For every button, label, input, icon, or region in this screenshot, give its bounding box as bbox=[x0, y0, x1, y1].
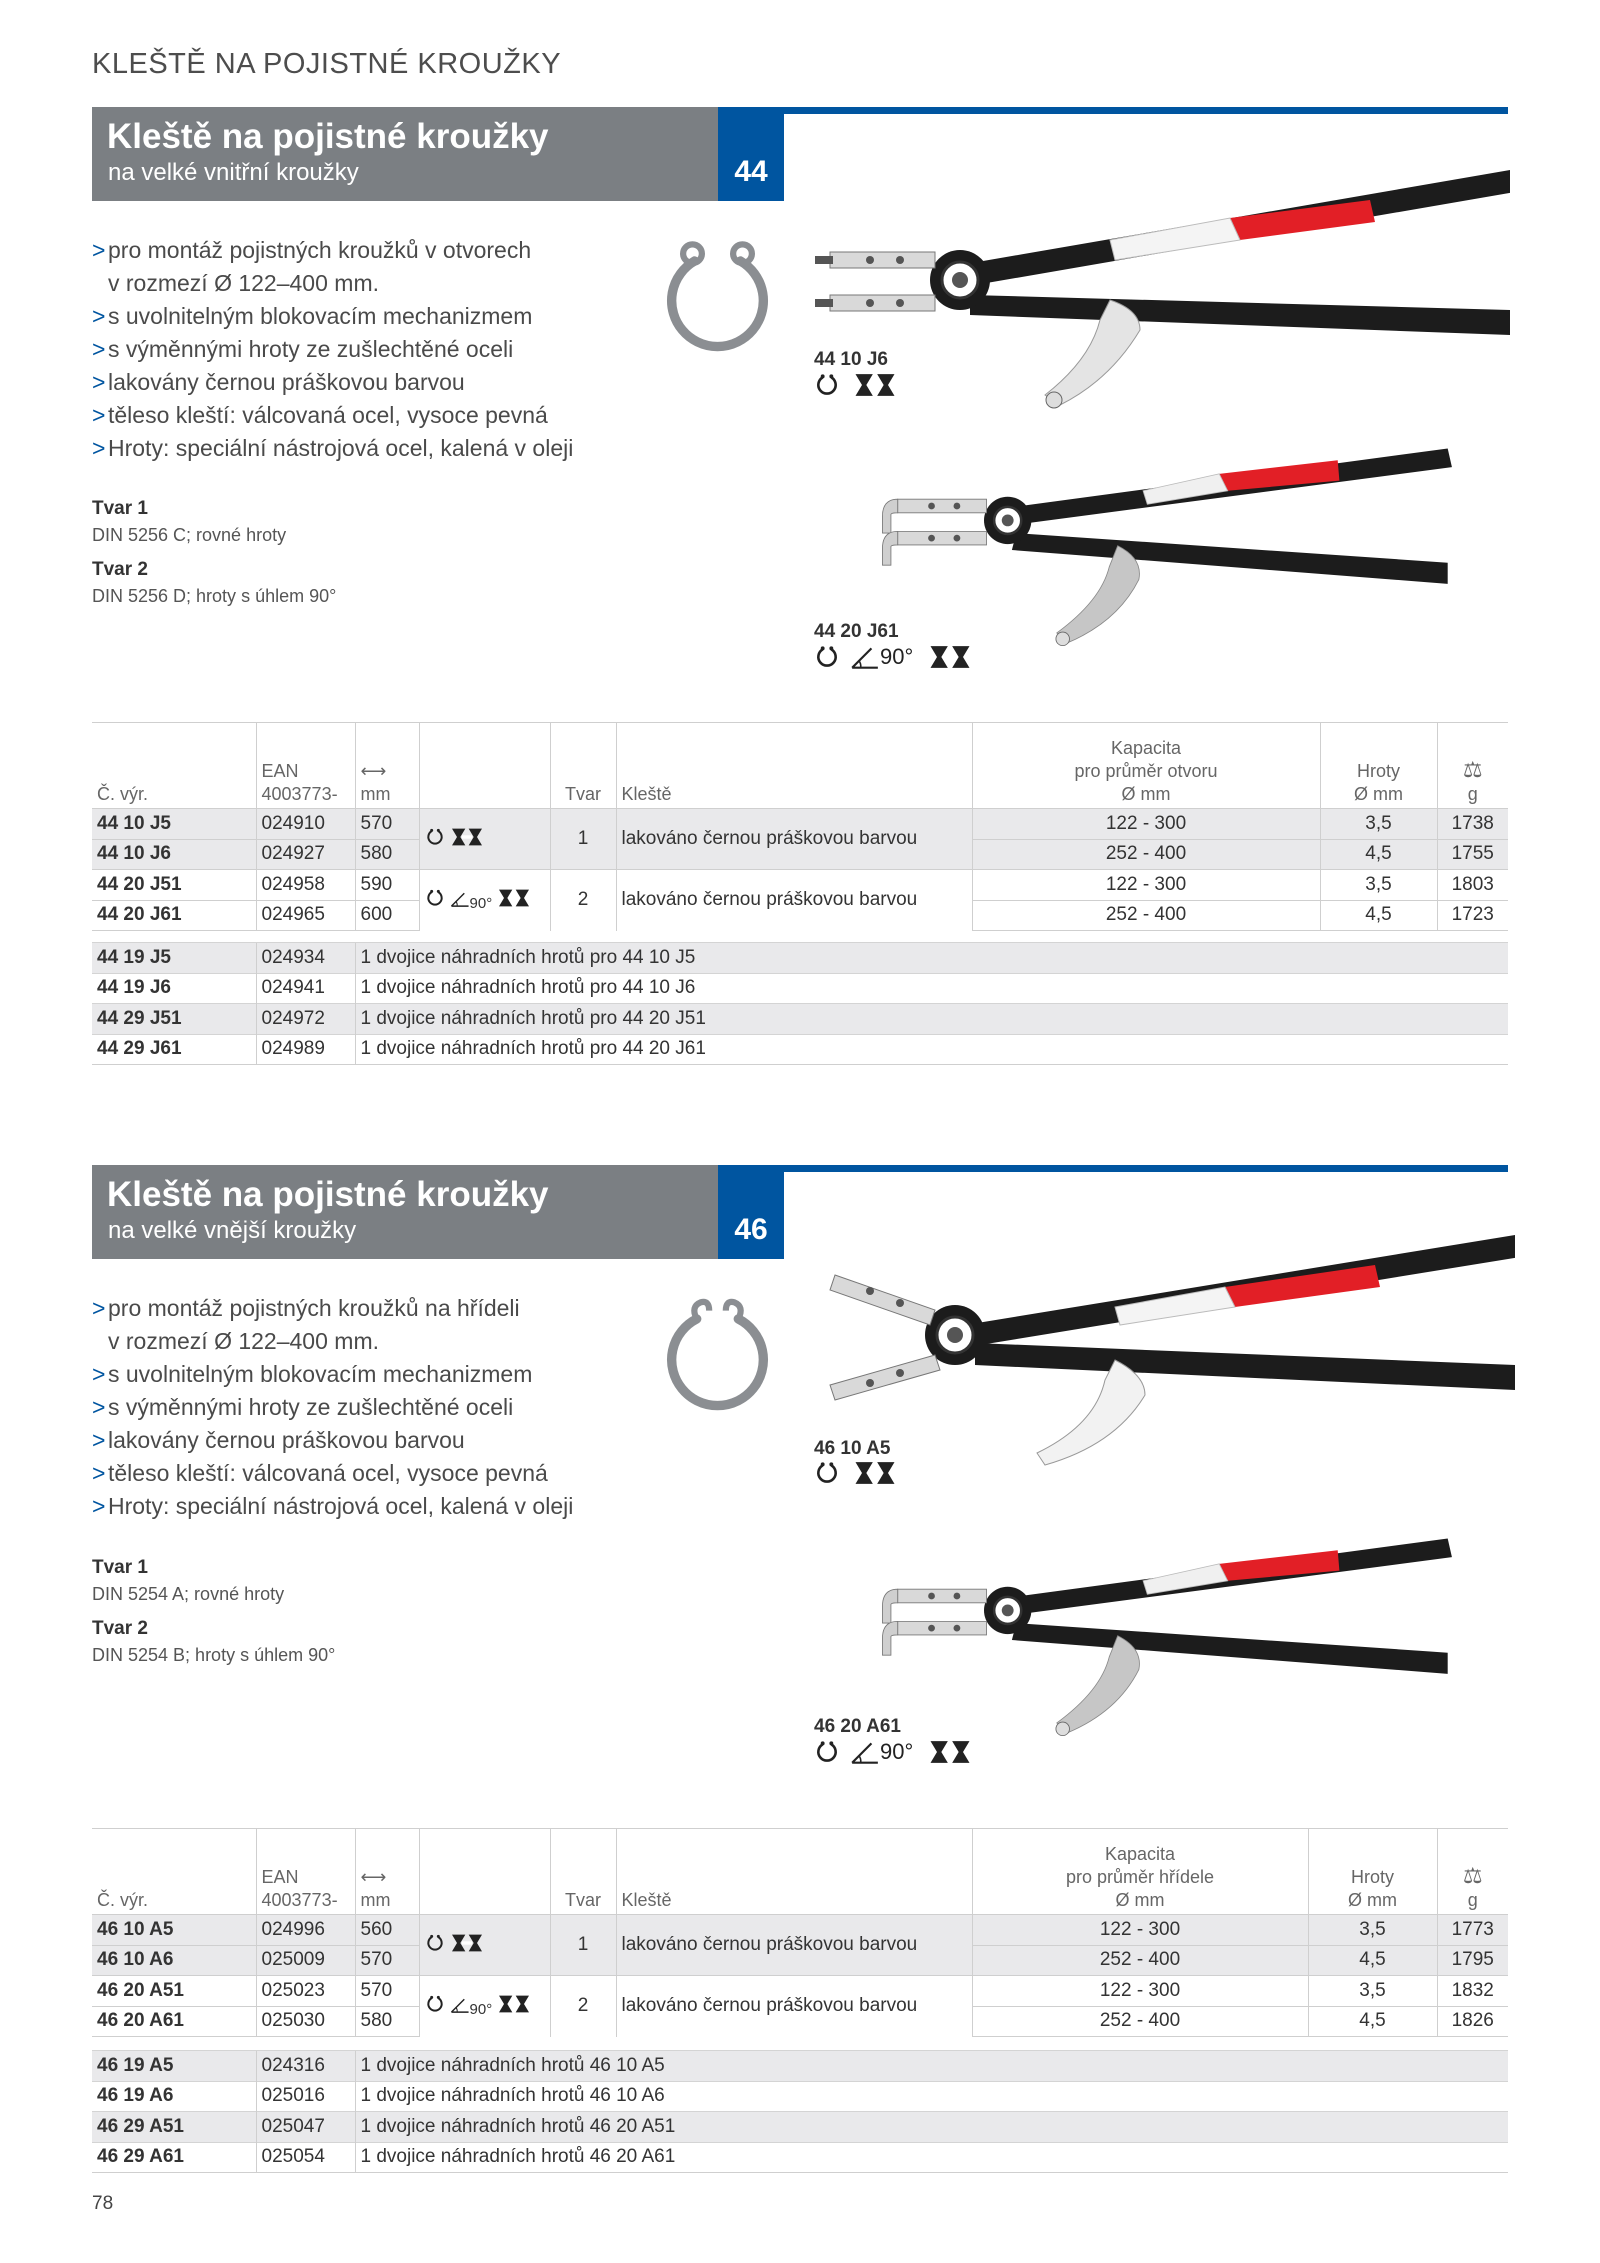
circlip-icon bbox=[425, 888, 445, 908]
feature-item: > s uvolnitelným blokovacím mechanizmem bbox=[92, 300, 652, 333]
scale-icon: ⚖ bbox=[1462, 1863, 1483, 1888]
length: 600 bbox=[355, 900, 419, 931]
tips: 4,5 bbox=[1308, 1945, 1437, 1976]
section-44-subtitle: na velké vnitřní kroužky bbox=[108, 159, 359, 186]
table-row bbox=[92, 2051, 1508, 2082]
ean: 025016 bbox=[256, 2081, 355, 2112]
section-46-forms bbox=[92, 1557, 335, 1666]
col-tips: Hroty Ø mm bbox=[1308, 1829, 1437, 1915]
weight: 1795 bbox=[1437, 1945, 1508, 1976]
feature-item: > lakovány černou práškovou barvou bbox=[92, 366, 652, 399]
section-44-title: Kleště na pojistné kroužky bbox=[107, 117, 549, 156]
article-no: 46 20 A51 bbox=[92, 1976, 256, 2007]
image-caption-icons bbox=[814, 1460, 898, 1491]
angle-icon bbox=[850, 644, 880, 670]
section-44-banner bbox=[92, 107, 718, 201]
tips: 3,5 bbox=[1320, 870, 1437, 901]
capacity: 122 - 300 bbox=[972, 1915, 1308, 1946]
section-44-forms bbox=[92, 498, 336, 607]
feature-item: > pro montáž pojistných kroužků na hřídeli v rozmezí Ø 122–400 mm. bbox=[92, 1292, 652, 1358]
capacity: 252 - 400 bbox=[972, 900, 1320, 931]
article-no: 44 20 J61 bbox=[92, 900, 256, 931]
lock-mechanism-icon bbox=[450, 827, 484, 847]
ean: 024910 bbox=[256, 809, 355, 840]
section-44-number: 44 bbox=[718, 107, 784, 201]
weight: 1826 bbox=[1437, 2006, 1508, 2037]
article-no: 44 19 J5 bbox=[92, 943, 256, 974]
circlip-icon bbox=[425, 1933, 445, 1953]
circlip-icon bbox=[814, 644, 840, 670]
length: 590 bbox=[355, 870, 419, 901]
section-46-features bbox=[92, 1292, 652, 1523]
tips: 3,5 bbox=[1320, 809, 1437, 840]
section-44-features bbox=[92, 234, 652, 465]
ean: 025047 bbox=[256, 2112, 355, 2143]
pliers-finish: lakováno černou práškovou barvou bbox=[616, 870, 972, 931]
article-no: 44 29 J51 bbox=[92, 1004, 256, 1035]
table-row bbox=[92, 943, 1508, 974]
ean: 025009 bbox=[256, 1945, 355, 1976]
description: 1 dvojice náhradních hrotů 46 10 A6 bbox=[355, 2081, 1508, 2112]
angle-label: 90° bbox=[469, 2000, 493, 2018]
length: 570 bbox=[355, 1976, 419, 2007]
image-caption-icons bbox=[814, 644, 973, 670]
weight: 1723 bbox=[1437, 900, 1508, 931]
col-capacity: Kapacita pro průměr hřídele Ø mm bbox=[972, 1829, 1308, 1915]
col-form: Tvar bbox=[550, 723, 616, 809]
capacity: 252 - 400 bbox=[972, 839, 1320, 870]
image-caption-icons bbox=[814, 1739, 973, 1765]
article-no: 44 10 J5 bbox=[92, 809, 256, 840]
lock-mechanism-icon bbox=[852, 1460, 898, 1486]
table-row bbox=[92, 1976, 1508, 2007]
length-arrow-icon: ⟷ bbox=[360, 1867, 387, 1887]
table-row bbox=[92, 1034, 1508, 1065]
table-row bbox=[92, 1004, 1508, 1035]
feature-item: > těleso kleští: válcovaná ocel, vysoce pevná bbox=[92, 399, 652, 432]
section-46-blue-rule bbox=[784, 1165, 1508, 1172]
capacity: 252 - 400 bbox=[972, 2006, 1308, 2037]
table-header bbox=[92, 723, 1508, 809]
scale-icon: ⚖ bbox=[1462, 757, 1483, 782]
pliers-44-10-j6-photo bbox=[810, 160, 1510, 420]
weight: 1755 bbox=[1437, 839, 1508, 870]
description: 1 dvojice náhradních hrotů 46 20 A51 bbox=[355, 2112, 1508, 2143]
col-ean: EAN 4003773- bbox=[256, 723, 355, 809]
form-1-desc: DIN 5256 C; rovné hroty bbox=[92, 525, 287, 545]
internal-circlip-illustration bbox=[655, 236, 780, 361]
article-no: 44 29 J61 bbox=[92, 1034, 256, 1065]
article-no: 46 10 A6 bbox=[92, 1945, 256, 1976]
circlip-icon bbox=[814, 1460, 840, 1486]
col-article-no: Č. výr. bbox=[92, 1829, 256, 1915]
table-row bbox=[92, 2081, 1508, 2112]
col-pliers: Kleště bbox=[616, 723, 972, 809]
form-icons bbox=[419, 1976, 550, 2037]
page-number: 78 bbox=[92, 2193, 114, 2214]
angle-label: 90° bbox=[469, 894, 493, 912]
table-row bbox=[92, 809, 1508, 840]
circlip-icon bbox=[425, 1994, 445, 2014]
col-icons bbox=[419, 1829, 550, 1915]
section-46-spec-table bbox=[92, 1828, 1508, 2037]
feature-item: > lakovány černou práškovou barvou bbox=[92, 1424, 652, 1457]
article-no: 46 29 A61 bbox=[92, 2142, 256, 2173]
col-form: Tvar bbox=[550, 1829, 616, 1915]
image-caption-icons bbox=[814, 372, 898, 403]
ean: 025030 bbox=[256, 2006, 355, 2037]
form-icons bbox=[419, 870, 550, 931]
article-no: 46 10 A5 bbox=[92, 1915, 256, 1946]
article-no: 46 19 A5 bbox=[92, 2051, 256, 2082]
ean: 024941 bbox=[256, 973, 355, 1004]
form-1-desc: DIN 5254 A; rovné hroty bbox=[92, 1584, 285, 1604]
capacity: 122 - 300 bbox=[972, 1976, 1308, 2007]
feature-item: > těleso kleští: válcovaná ocel, vysoce pevná bbox=[92, 1457, 652, 1490]
description: 1 dvojice náhradních hrotů 46 10 A5 bbox=[355, 2051, 1508, 2082]
feature-item: > Hroty: speciální nástrojová ocel, kalená v oleji bbox=[92, 1490, 652, 1523]
lock-mechanism-icon bbox=[497, 888, 531, 908]
circlip-icon bbox=[814, 1739, 840, 1765]
capacity: 122 - 300 bbox=[972, 809, 1320, 840]
section-44-spec-table bbox=[92, 722, 1508, 931]
section-46-title: Kleště na pojistné kroužky bbox=[107, 1175, 549, 1214]
lock-mechanism-icon bbox=[927, 1739, 973, 1765]
form-icons bbox=[419, 1915, 550, 1976]
form-1-label: Tvar 1 bbox=[92, 498, 148, 519]
form: 1 bbox=[550, 809, 616, 870]
description: 1 dvojice náhradních hrotů pro 44 10 J6 bbox=[355, 973, 1508, 1004]
ean: 025023 bbox=[256, 1976, 355, 2007]
image-caption: 44 20 J61 bbox=[814, 621, 899, 642]
form-2-label: Tvar 2 bbox=[92, 559, 148, 580]
form-2-desc: DIN 5256 D; hroty s úhlem 90° bbox=[92, 586, 337, 606]
col-icons bbox=[419, 723, 550, 809]
description: 1 dvojice náhradních hrotů pro 44 20 J51 bbox=[355, 1004, 1508, 1035]
article-no: 46 19 A6 bbox=[92, 2081, 256, 2112]
feature-item: > s uvolnitelným blokovacím mechanizmem bbox=[92, 1358, 652, 1391]
table-row bbox=[92, 973, 1508, 1004]
ean: 024972 bbox=[256, 1004, 355, 1035]
feature-item: > Hroty: speciální nástrojová ocel, kalená v oleji bbox=[92, 432, 652, 465]
article-no: 46 20 A61 bbox=[92, 2006, 256, 2037]
angle-icon bbox=[450, 1996, 470, 2014]
weight: 1773 bbox=[1437, 1915, 1508, 1946]
weight: 1803 bbox=[1437, 870, 1508, 901]
circlip-icon bbox=[425, 827, 445, 847]
pliers-finish: lakováno černou práškovou barvou bbox=[616, 809, 972, 870]
article-no: 44 20 J51 bbox=[92, 870, 256, 901]
table-row bbox=[92, 2112, 1508, 2143]
image-caption: 44 10 J6 bbox=[814, 349, 888, 370]
col-capacity: Kapacita pro průměr otvoru Ø mm bbox=[972, 723, 1320, 809]
image-caption: 46 20 A61 bbox=[814, 1716, 901, 1737]
angle-label: 90° bbox=[880, 644, 914, 669]
length-arrow-icon: ⟷ bbox=[360, 761, 387, 781]
pliers-44-20-j61-photo bbox=[810, 440, 1510, 660]
article-no: 46 29 A51 bbox=[92, 2112, 256, 2143]
col-weight: ⚖ g bbox=[1437, 723, 1508, 809]
ean: 024316 bbox=[256, 2051, 355, 2082]
angle-icon bbox=[850, 1739, 880, 1765]
form: 2 bbox=[550, 870, 616, 931]
article-no: 44 19 J6 bbox=[92, 973, 256, 1004]
form-1-label: Tvar 1 bbox=[92, 1557, 148, 1578]
col-article-no: Č. výr. bbox=[92, 723, 256, 809]
col-weight: ⚖ g bbox=[1437, 1829, 1508, 1915]
length: 570 bbox=[355, 809, 419, 840]
chapter-title: KLEŠTĚ NA POJISTNÉ KROUŽKY bbox=[92, 48, 562, 80]
lock-mechanism-icon bbox=[852, 372, 898, 398]
description: 1 dvojice náhradních hrotů 46 20 A61 bbox=[355, 2142, 1508, 2173]
article-no: 44 10 J6 bbox=[92, 839, 256, 870]
capacity: 122 - 300 bbox=[972, 870, 1320, 901]
ean: 024958 bbox=[256, 870, 355, 901]
pliers-46-10-a5-photo bbox=[815, 1215, 1515, 1475]
pliers-46-20-a61-photo bbox=[810, 1530, 1510, 1750]
col-pliers: Kleště bbox=[616, 1829, 972, 1915]
ean: 024996 bbox=[256, 1915, 355, 1946]
col-length: ⟷ mm bbox=[355, 1829, 419, 1915]
form: 2 bbox=[550, 1976, 616, 2037]
image-caption: 46 10 A5 bbox=[814, 1438, 891, 1459]
table-header bbox=[92, 1829, 1508, 1915]
feature-item: > s výměnnými hroty ze zušlechtěné oceli bbox=[92, 1391, 652, 1424]
ean: 024989 bbox=[256, 1034, 355, 1065]
description: 1 dvojice náhradních hrotů pro 44 10 J5 bbox=[355, 943, 1508, 974]
table-row bbox=[92, 870, 1508, 901]
lock-mechanism-icon bbox=[497, 1994, 531, 2014]
table-row bbox=[92, 1915, 1508, 1946]
col-ean: EAN 4003773- bbox=[256, 1829, 355, 1915]
section-46-subtitle: na velké vnější kroužky bbox=[108, 1217, 357, 1244]
table-row bbox=[92, 2142, 1508, 2173]
length: 560 bbox=[355, 1915, 419, 1946]
description: 1 dvojice náhradních hrotů pro 44 20 J61 bbox=[355, 1034, 1508, 1065]
ean: 025054 bbox=[256, 2142, 355, 2173]
lock-mechanism-icon bbox=[927, 644, 973, 670]
form-2-desc: DIN 5254 B; hroty s úhlem 90° bbox=[92, 1645, 336, 1665]
section-46-banner bbox=[92, 1165, 718, 1259]
tips: 4,5 bbox=[1320, 900, 1437, 931]
tips: 4,5 bbox=[1320, 839, 1437, 870]
tips: 3,5 bbox=[1308, 1976, 1437, 2007]
length: 570 bbox=[355, 1945, 419, 1976]
lock-mechanism-icon bbox=[450, 1933, 484, 1953]
ean: 024934 bbox=[256, 943, 355, 974]
section-46-number: 46 bbox=[718, 1165, 784, 1259]
circlip-icon bbox=[814, 372, 840, 398]
pliers-finish: lakováno černou práškovou barvou bbox=[616, 1915, 972, 1976]
col-length: ⟷ mm bbox=[355, 723, 419, 809]
length: 580 bbox=[355, 839, 419, 870]
ean: 024927 bbox=[256, 839, 355, 870]
capacity: 252 - 400 bbox=[972, 1945, 1308, 1976]
weight: 1832 bbox=[1437, 1976, 1508, 2007]
form-2-label: Tvar 2 bbox=[92, 1618, 148, 1639]
feature-item: > pro montáž pojistných kroužků v otvorech v rozmezí Ø 122–400 mm. bbox=[92, 234, 652, 300]
length: 580 bbox=[355, 2006, 419, 2037]
external-circlip-illustration bbox=[655, 1296, 780, 1421]
feature-item: > s výměnnými hroty ze zušlechtěné oceli bbox=[92, 333, 652, 366]
section-46-spare-tips-table bbox=[92, 2050, 1508, 2173]
angle-icon bbox=[450, 890, 470, 908]
pliers-finish: lakováno černou práškovou barvou bbox=[616, 1976, 972, 2037]
ean: 024965 bbox=[256, 900, 355, 931]
angle-label: 90° bbox=[880, 1739, 914, 1764]
form-icons bbox=[419, 809, 550, 870]
section-44-spare-tips-table bbox=[92, 942, 1508, 1065]
form: 1 bbox=[550, 1915, 616, 1976]
col-tips: Hroty Ø mm bbox=[1320, 723, 1437, 809]
weight: 1738 bbox=[1437, 809, 1508, 840]
tips: 4,5 bbox=[1308, 2006, 1437, 2037]
section-44-blue-rule bbox=[784, 107, 1508, 114]
tips: 3,5 bbox=[1308, 1915, 1437, 1946]
